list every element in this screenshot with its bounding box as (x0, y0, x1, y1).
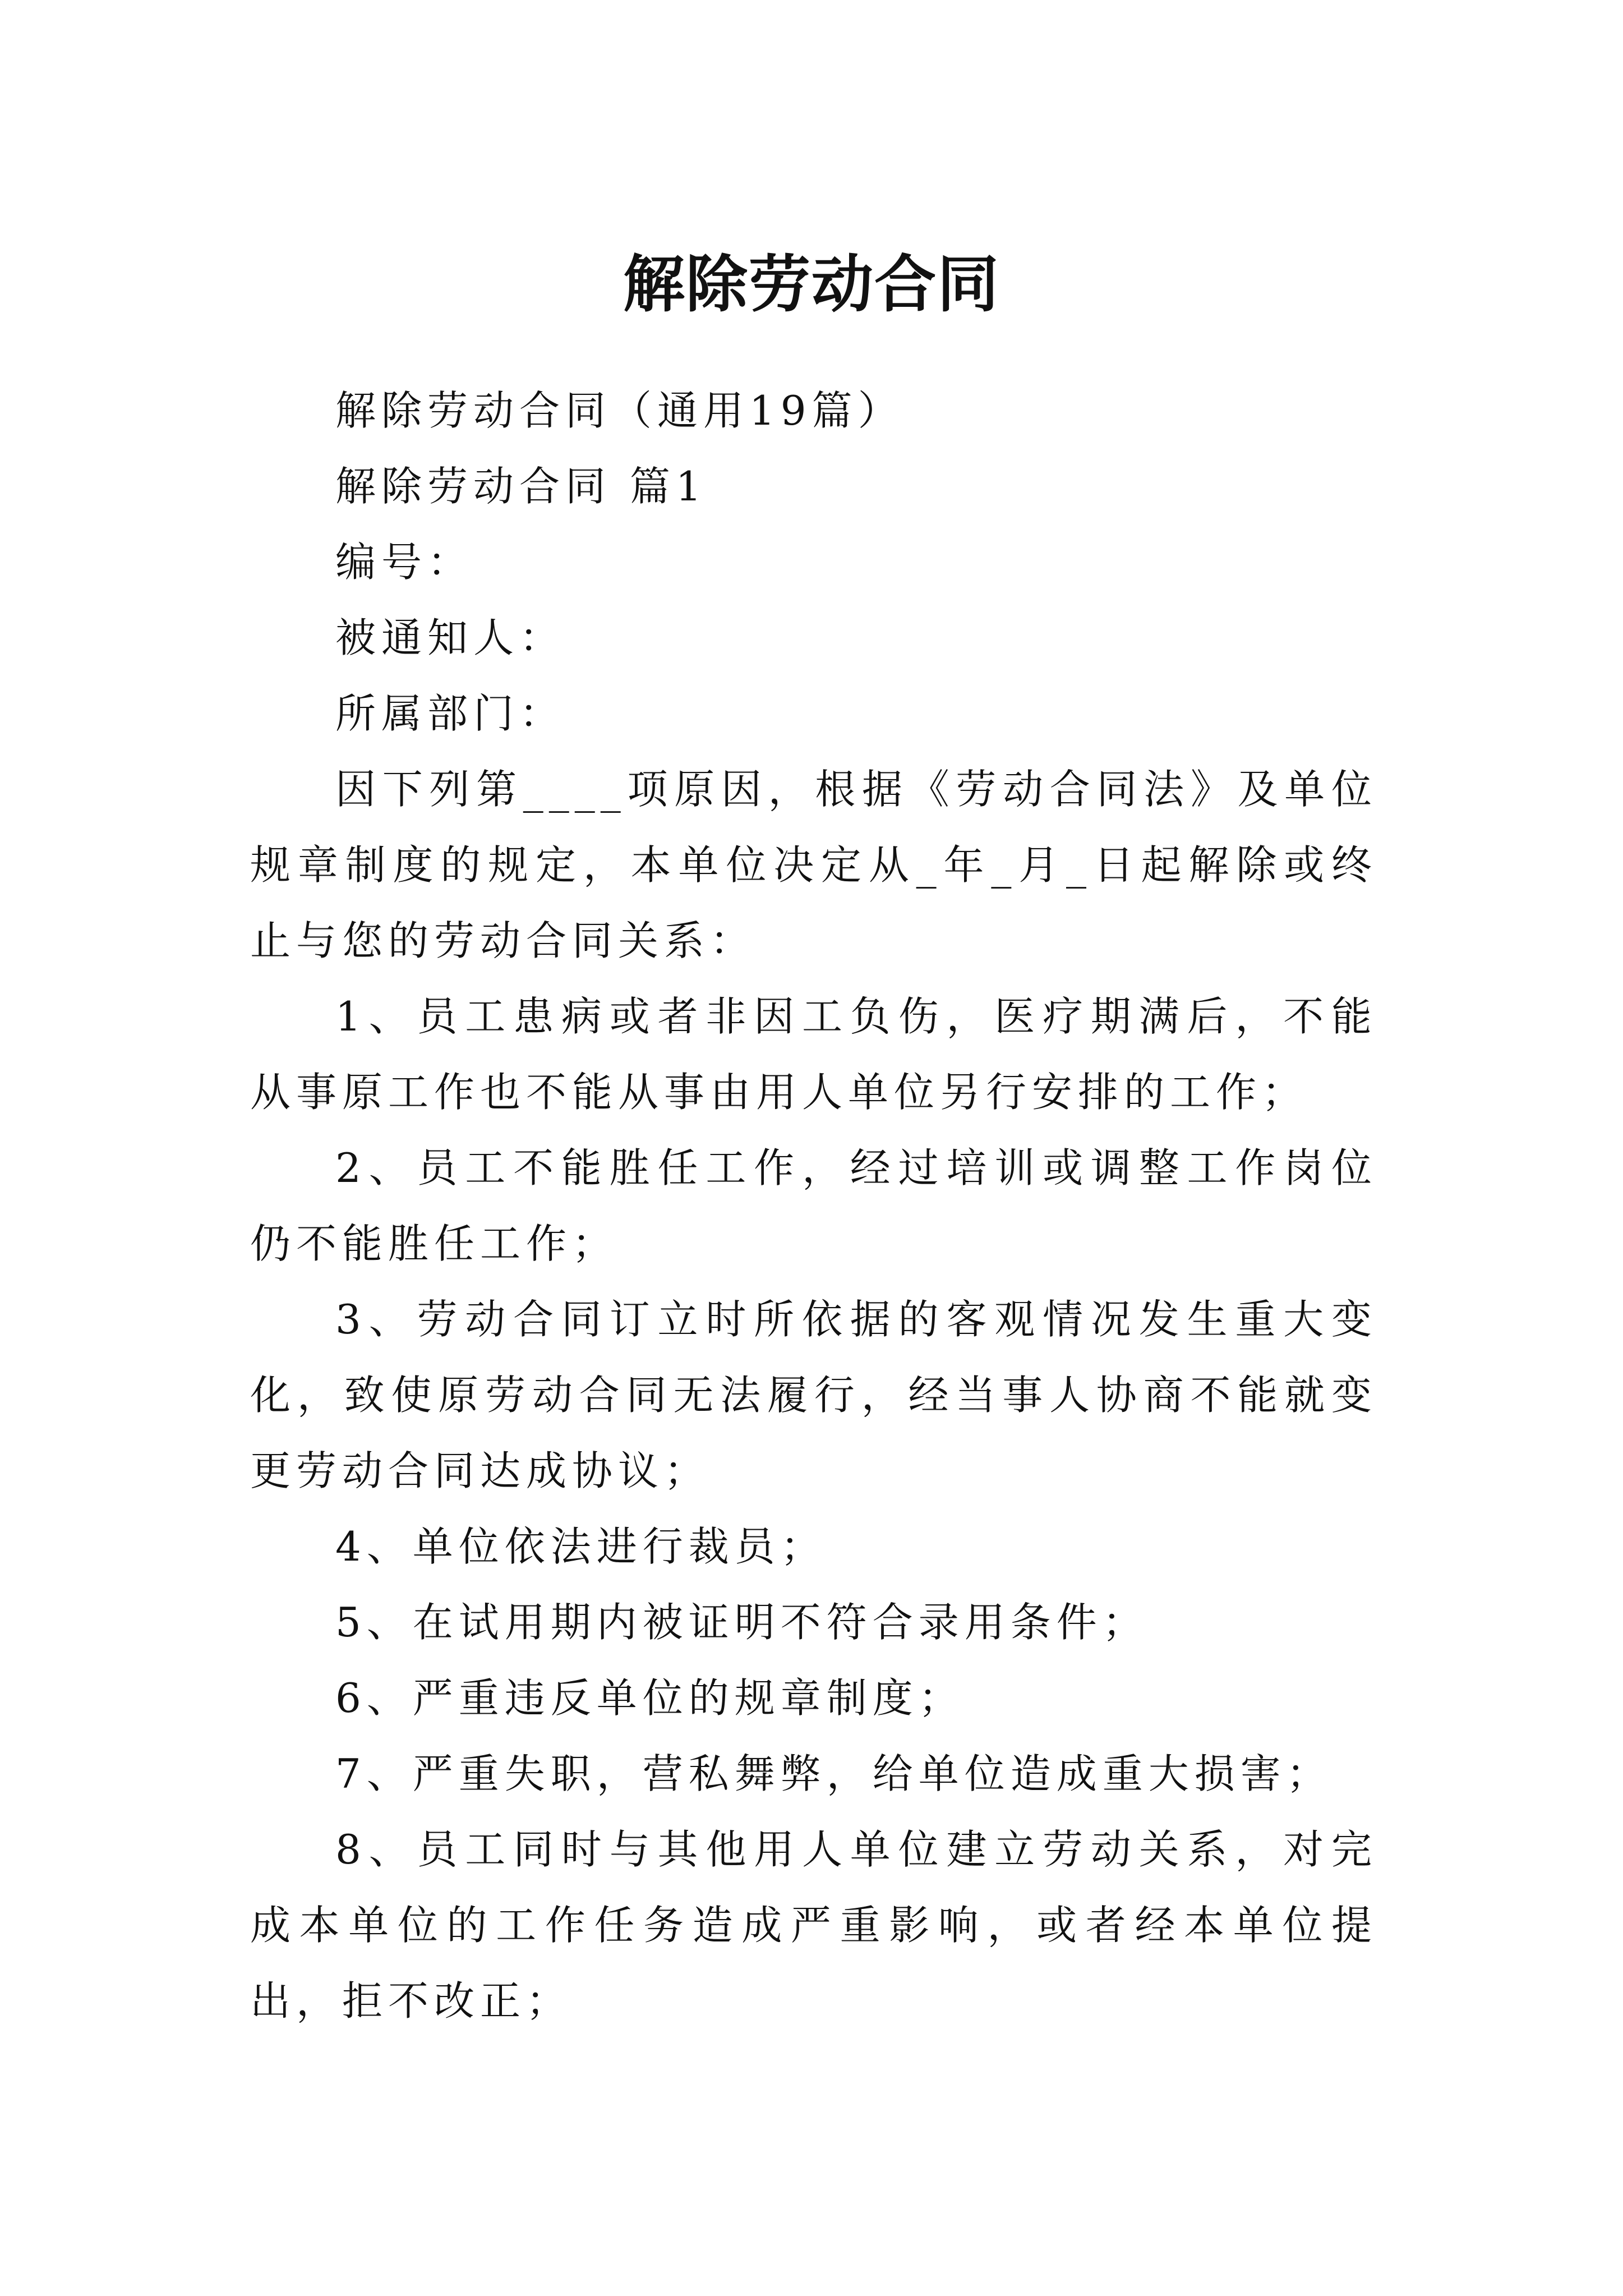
reason-item: 5、在试用期内被证明不符合录用条件； (335, 1599, 1149, 1646)
reason-item: 4、单位依法进行裁员； (335, 1523, 827, 1570)
department-field-label: 所属部门： (335, 690, 566, 737)
document-body (250, 373, 1377, 2039)
notice-paragraph: 因下列第____项原因，根据《劳动合同法》及单位规章制度的规定，本单位决定从_年_月_日起解除或终止与您的劳动合同关系： (250, 766, 1377, 964)
reason-item: 2、员工不能胜任工作，经过培训或调整工作岗位仍不能胜任工作； (250, 1144, 1377, 1267)
reason-item: 1、员工患病或者非因工负伤，医疗期满后，不能从事原工作也不能从事由用人单位另行安排的工作； (250, 993, 1377, 1116)
number-field-label: 编号： (335, 539, 474, 586)
reason-item: 6、严重违反单位的规章制度； (335, 1674, 965, 1722)
subtitle-paragraph: 解除劳动合同（通用19篇） (335, 387, 904, 434)
reason-item: 7、严重失职，营私舞弊，给单位造成重大损害； (335, 1750, 1332, 1797)
section-heading: 解除劳动合同 篇1 (335, 463, 707, 510)
reason-item: 3、劳动合同订立时所依据的客观情况发生重大变化，致使原劳动合同无法履行，经当事人协商不能就变更劳动合同达成协议； (250, 1296, 1377, 1494)
document-title: 解除劳动合同 (623, 247, 1000, 320)
recipient-field-label: 被通知人： (335, 614, 566, 661)
reason-item: 8、员工同时与其他用人单位建立劳动关系，对完成本单位的工作任务造成严重影响，或者经本单位提出，拒不改正； (250, 1826, 1377, 2024)
